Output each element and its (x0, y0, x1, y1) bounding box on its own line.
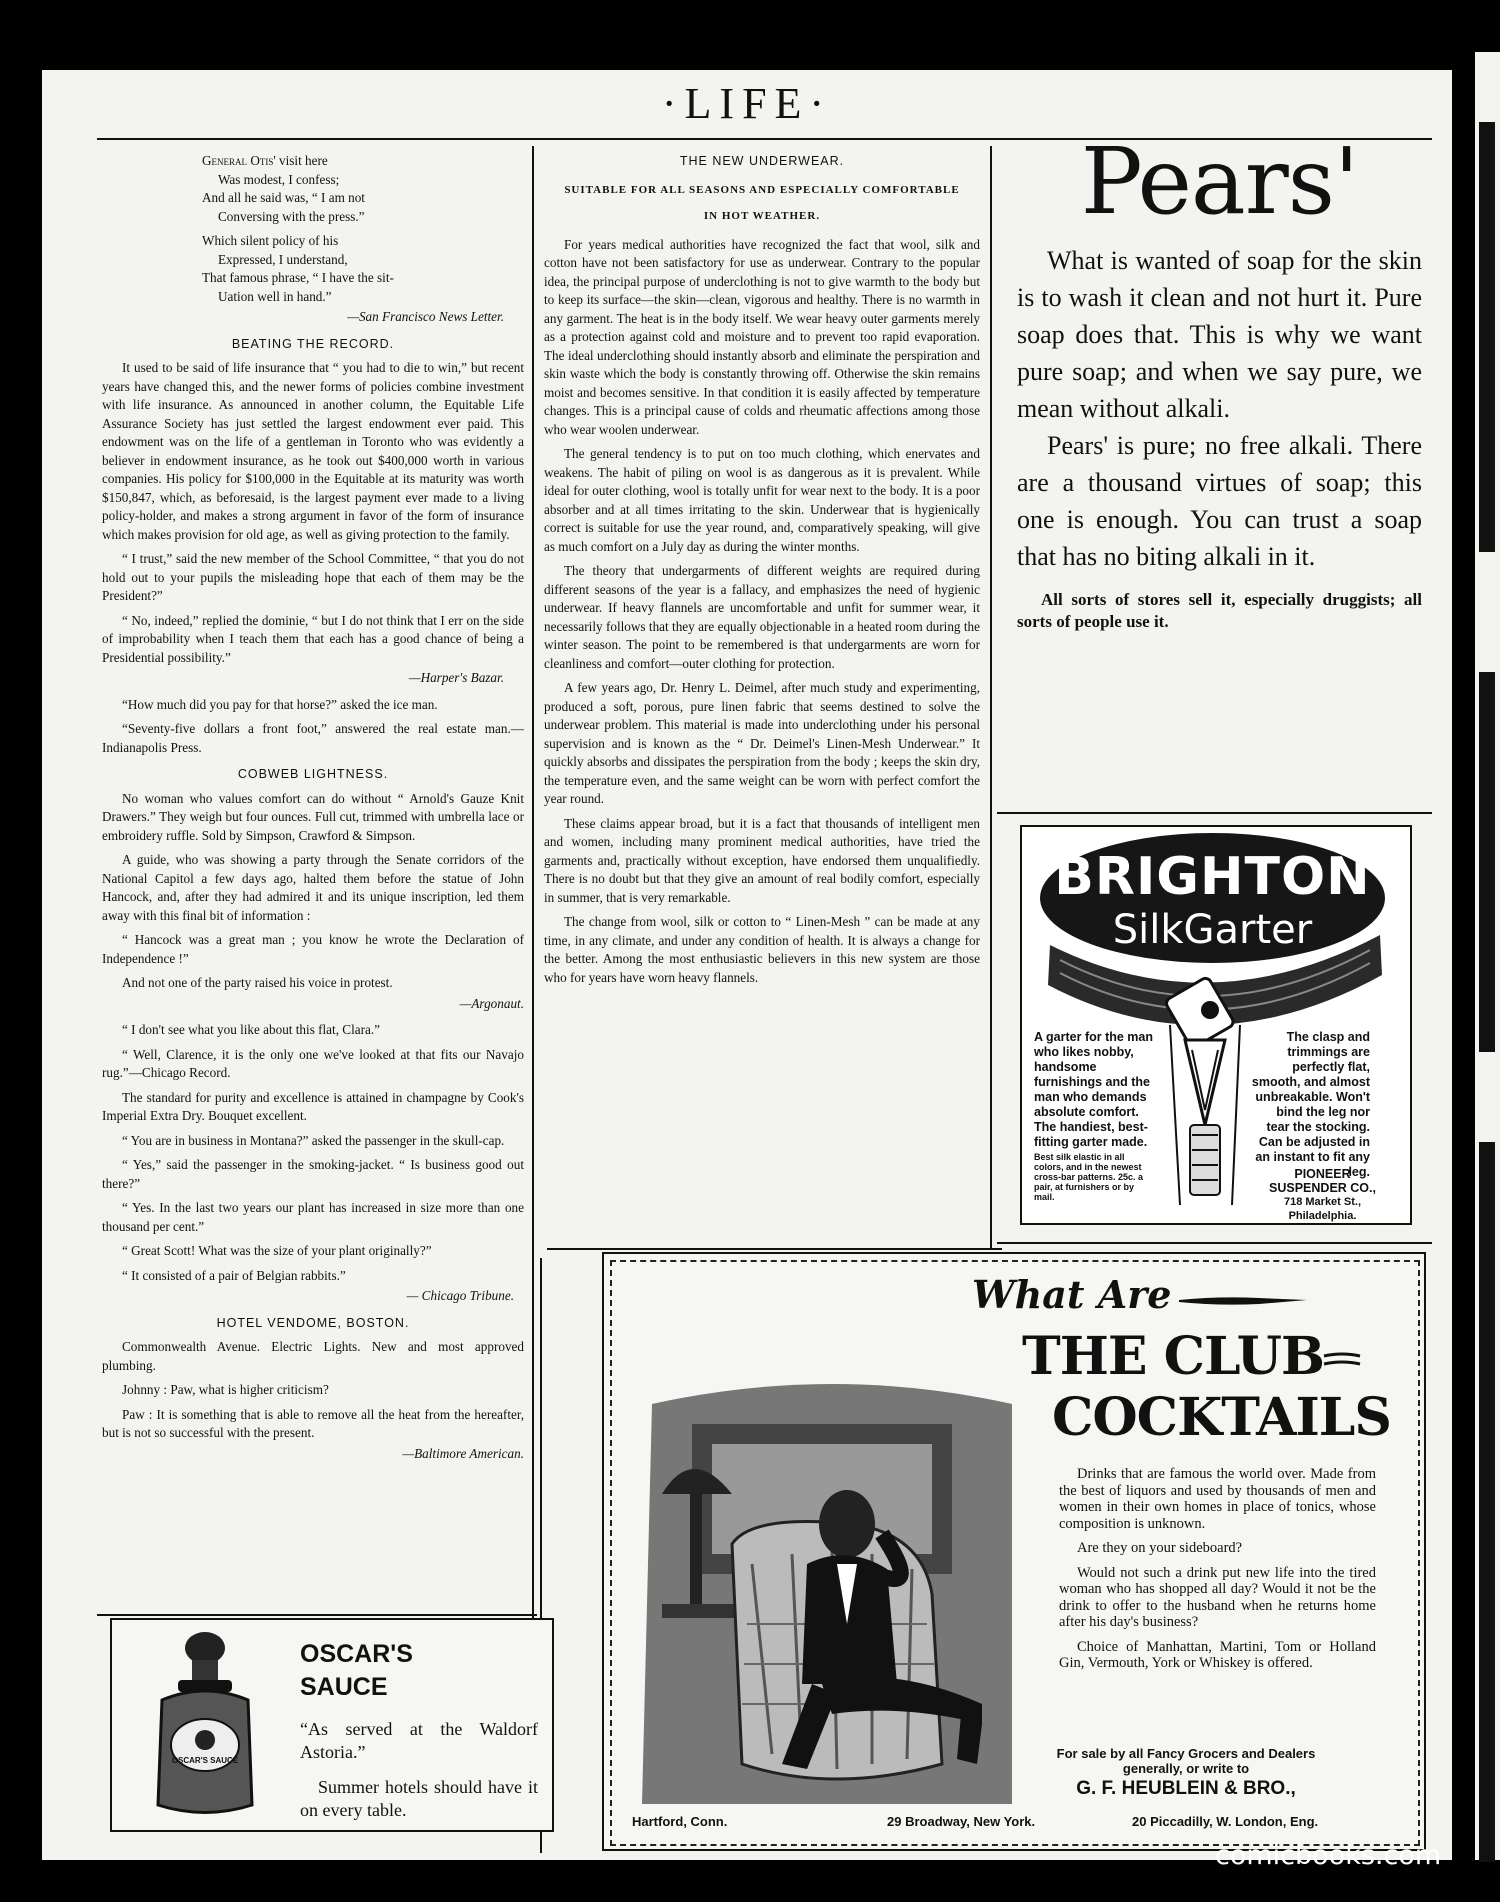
sauce-bottle-illustration (130, 1630, 280, 1820)
attribution: —Argonaut. (459, 995, 524, 1011)
maker-address: PIONEER SUSPENDER CO., 718 Market St., Philadelphia. (1269, 1167, 1376, 1222)
magazine-page (42, 70, 1452, 1860)
club-cocktails-ad: What Are THE CLUB COCKTAILS Drinks that are famous the world over. Made from the best of liquors and used by thousands of men and women in their own homes in place of tonics, whose composition is unknown. Are they on your sideboard? Would not such a drink put new life into the tired woman who has shopped all day? Would it not be the drink to offer to the husband when he returns home after his day's business? Choice of Manhattan, Martini, Tom or Holland Gin, Vermouth, York or Whiskey is offered. For sale by all Fancy Grocers and Dealers generally, or write to G. F. HEUBLEIN & BRO., Hartford, Conn. 29 Broadway, New York. 20 Piccadilly, W. London, Eng. (602, 1252, 1426, 1851)
poem-line: General Otis' visit here (202, 153, 328, 168)
section-heading: THE NEW UNDERWEAR. (679, 154, 845, 168)
paragraph: For years medical authorities have recognized the fact that wool, silk and cotton have not been satisfactory for use as underwear. Contrary to the popular idea, the principal purpose of underclothing is not to give warmth to the body but to keep its surface—the skin—clean, vigorous and healthy. There is no warmth in any garment. The heat is in the body itself. We wear heavy outer garments merely as a protection against cold and moisture and to prevent too rapid evaporation. The ideal underclothing should instantly absorb and eliminate the perspiration and skin waste which the body is constantly throwing off. Otherwise the skin remains moist and becomes sensitive. In that condition it is easily affected by temperature changes. This is a principal cause of colds and rheumatic affections among those who wear woolen underwear. (544, 236, 980, 437)
paragraph: Commonwealth Avenue. Electric Lights. New and most approved plumbing. (102, 1339, 524, 1373)
paragraph: “ Hancock was a great man ; you know he wrote the Declaration of Independence !” (102, 932, 524, 966)
paragraph: “ I don't see what you like about this flat, Clara.” (122, 1022, 380, 1037)
paragraph: These claims appear broad, but it is a fact that thousands of intelligent men and women, including many prominent medical authorities, have tried the garments and, practically without exception, have endorsed them unqualifiedly. There is no doubt but that they give an amount of real bodily comfort, especially in summer, that is very remarkable. (544, 815, 980, 905)
paragraph: A guide, who was showing a party through the Senate corridors of the National Capitol a few days ago, halted them before the statue of John Hancock, and, after they had admired it and its unique inscription, led them away with this final bit of information : (102, 852, 524, 923)
oscars-sauce-ad (110, 1618, 554, 1832)
paragraph: “ You are in business in Montana?” asked the passenger in the skull-cap. (122, 1132, 505, 1148)
adjacent-page-edge (1475, 52, 1500, 1860)
column-divider-1 (532, 146, 534, 1624)
attribution: —Harper's Bazar. (408, 670, 504, 685)
paragraph: “ Great Scott! What was the size of your plant originally?” (122, 1243, 432, 1258)
pears-soap-ad (1017, 128, 1422, 633)
ad-tagline: All sorts of stores sell it, especially druggists; all sorts of people use it. (1017, 590, 1422, 631)
sale-notice: For sale by all Fancy Grocers and Dealers generally, or write to (1056, 1746, 1316, 1776)
paragraph: “ No, indeed,” replied the dominie, “ but I do not think that I err on the side of improbability when I teach them that each has a good chance of being a Presidential possibility.” (102, 612, 524, 665)
paragraph: No woman who values comfort can do without “ Arnold's Gauze Knit Drawers.” They weigh but four ounces. Full cut, trimmed with umbrella lace or embroidery ruffle. Sold by Simpson, Crawford & Simpson. (102, 790, 524, 843)
subheading: IN HOT WEATHER. (703, 210, 821, 222)
section-heading: BEATING THE RECORD. (231, 336, 395, 351)
watermark: comicbooks.com (1215, 1840, 1442, 1871)
paragraph: The change from wool, silk or cotton to “ Linen-Mesh ” can be made at any time, in any climate, and under any condition of health. It is always a change for the better. Among the most enthusiastic believers in this new system are those who for years have worn heavy flannels. (544, 914, 980, 985)
poem-line: That famous phrase, “ I have the sit- (202, 270, 394, 285)
subheading: SUITABLE FOR ALL SEASONS AND ESPECIALLY COMFORTABLE (564, 183, 960, 196)
masthead: ·LIFE· (661, 79, 833, 128)
paragraph: “ I trust,” said the new member of the School Committee, “ that you do not hold out to your pupils the misleading hope that each of them may be the President?” (102, 551, 524, 603)
column-1-bottom-rule (97, 1614, 537, 1616)
club-subtitle: COCKTAILS (1052, 1387, 1391, 1448)
flourish-arrow (1179, 1286, 1309, 1316)
column-1 (102, 152, 524, 1471)
pears-brand: Pears' (1080, 128, 1359, 235)
poem-line: And all he said was, “ I am not (202, 190, 365, 205)
poem-line: Was modest, I confess; (218, 171, 340, 187)
poem-line: Expressed, I understand, (218, 251, 348, 267)
paragraph: It used to be said of life insurance that “ you had to die to win,” but recent years have changed this, and the newer forms of policies combine investment with life insurance. As announced in another column, the Equitable Life Assurance Society has just settled the largest endowment ever paid. This endowment was on the life of a gentleman in Toronto who was evidently a believer in endowment insurance, as he took out $400,000 worth in various companies. His policy for $100,000 in the Equitable at its maturity was worth $150,847, which, as beforesaid, is the largest payment ever made to a living policy-holder, and makes a strong argument in favor of the form of insurance which makes provision for old age, as well as giving protection to the family. (102, 360, 524, 542)
paragraph: “ Yes. In the last two years our plant has increased in size more than one thousand per cent.” (102, 1200, 524, 1234)
club-title: THE CLUB (1022, 1326, 1324, 1387)
paragraph: The theory that undergarments of different weights are required during different seasons of the year is a fallacy, and emphasizes the need of hygienic underwear. If heavy flannels are uncomfortable and unfit for summer wear, it necessarily follows that they are equally objectionable in a heated room during the winter season. The point to be remembered is that undergarments are worn for cleanliness and comfort—outer clothing for protection. (544, 563, 980, 671)
bottle-label: OSCAR'S SAUCE (171, 1756, 239, 1765)
paragraph: A few years ago, Dr. Henry L. Deimel, after much study and experimenting, produced a soft, porous, pure linen fabric that seems destined to solve the underwear problem. This material is made into underclothing under his personal supervision and is known as the “ Dr. Deimel's Linen-Mesh Underwear.” It quickly absorbs and dissipates the perspiration from the body ; keeps the skin dry, the temperature even, and the same weight can be worn with perfect comfort the year round. (544, 680, 980, 806)
column-divider-2 (990, 146, 992, 1250)
company-name: G. F. HEUBLEIN & BRO., (1076, 1778, 1296, 1799)
paragraph: Johnny : Paw, what is higher criticism? (122, 1382, 329, 1397)
garter-description: A garter for the man who likes nobby, handsome furnishings and the man who demands absolute comfort. The handiest, best-fitting garter made. Best silk elastic in all colors, and in the newest cross-bar patterns. 25c. a pair, at furnishers or by mail. (1034, 1030, 1154, 1202)
garter-price-note: Best silk elastic in all colors, and in the newest cross-bar patterns. 25c. a pair, at furnishers or by mail. (1034, 1152, 1144, 1202)
attribution: —Baltimore American. (402, 1445, 524, 1461)
attribution: — Chicago Tribune. (406, 1288, 514, 1303)
pears-bottom-rule (997, 812, 1432, 814)
section-heading: COBWEB LIGHTNESS. (237, 767, 389, 781)
brighton-garter-ad (1020, 825, 1412, 1225)
poem-line: Uation well in hand.” (218, 288, 332, 304)
title-dash (1322, 1350, 1362, 1370)
paragraph: The general tendency is to put on too much clothing, which enervates and weakens. The habit of piling on wool is as dangerous as it is prevalent. While ideal for outer clothing, wool is totally unfit for wear next to the body. It is a poor absorber and at all times irritating to the skin. Underwear that is hygienically correct is suitable for use the year round, and, comparatively speaking, will give as much comfort on a July day as during the winter months. (544, 446, 980, 554)
garter-features: The clasp and trimmings are perfectly flat, smooth, and almost unbreakable. Won't bind the leg nor tear the stocking. Can be adjusted in an instant to fit any leg. (1251, 1030, 1370, 1179)
oscar-copy: “As served at the Waldorf Astoria.” Summer hotels should have it on every table. (300, 1719, 538, 1820)
poem-line: Conversing with the press.” (218, 208, 365, 224)
section-heading: HOTEL VENDOME, BOSTON. (216, 1315, 410, 1330)
ad-paragraph: What is wanted of soap for the skin is to wash it clean and not hurt it. Pure soap does that. This is why we want pure soap; and when we say pure, we mean without alkali. (1017, 246, 1422, 423)
club-copy: Drinks that are famous the world over. Made from the best of liquors and used by thousands of men and women in their own homes in place of tonics, whose composition is unknown. Are they on your sideboard? Would not such a drink put new life into the tired woman who has shopped all day? Would it not be the drink to offer to the husband when he returns home after his day's business? Choice of Manhattan, Martini, Tom or Holland Gin, Vermouth, York or Whiskey is offered. (1059, 1466, 1376, 1671)
paragraph: “ Yes,” said the passenger in the smoking-jacket. “ Is business good out there?” (102, 1157, 524, 1191)
column-2 (544, 152, 980, 993)
poem-line: Which silent policy of his (202, 233, 339, 248)
paragraph: “How much did you pay for that horse?” asked the ice man. (122, 696, 438, 712)
attribution: —San Francisco News Letter. (347, 309, 504, 324)
silk-garter-title: SilkGarter (1112, 907, 1313, 953)
paragraph: Paw : It is something that is able to remove all the heat from the hereafter, but is not so successful with the present. (102, 1406, 524, 1440)
ad-paragraph: Pears' is pure; no free alkali. There are a thousand virtues of soap; this one is enough. You can trust a soap that has no biting alkali in it. (1017, 431, 1422, 571)
column-2-bottom-rule (547, 1248, 1002, 1250)
paragraph: “Seventy-five dollars a front foot,” answered the real estate man.—Indianapolis Press. (102, 721, 524, 755)
club-what-are: What Are (972, 1272, 1172, 1317)
brighton-title: BRIGHTON (1054, 847, 1371, 907)
brighton-bottom-rule (997, 1242, 1432, 1244)
paragraph: The standard for purity and excellence is attained in champagne by Cook's Imperial Extra Dry. Bouquet excellent. (102, 1089, 524, 1123)
gentleman-in-armchair-illustration (632, 1364, 1022, 1809)
paragraph: “ Well, Clarence, it is the only one we've looked at that fits our Navajo rug.”—Chicago Record. (102, 1046, 524, 1080)
otis-poem (102, 152, 524, 306)
paragraph: And not one of the party raised his voice in protest. (122, 975, 393, 990)
oscar-title: OSCAR'S SAUCE (300, 1640, 413, 1701)
paragraph: “ It consisted of a pair of Belgian rabbits.” (122, 1267, 346, 1283)
